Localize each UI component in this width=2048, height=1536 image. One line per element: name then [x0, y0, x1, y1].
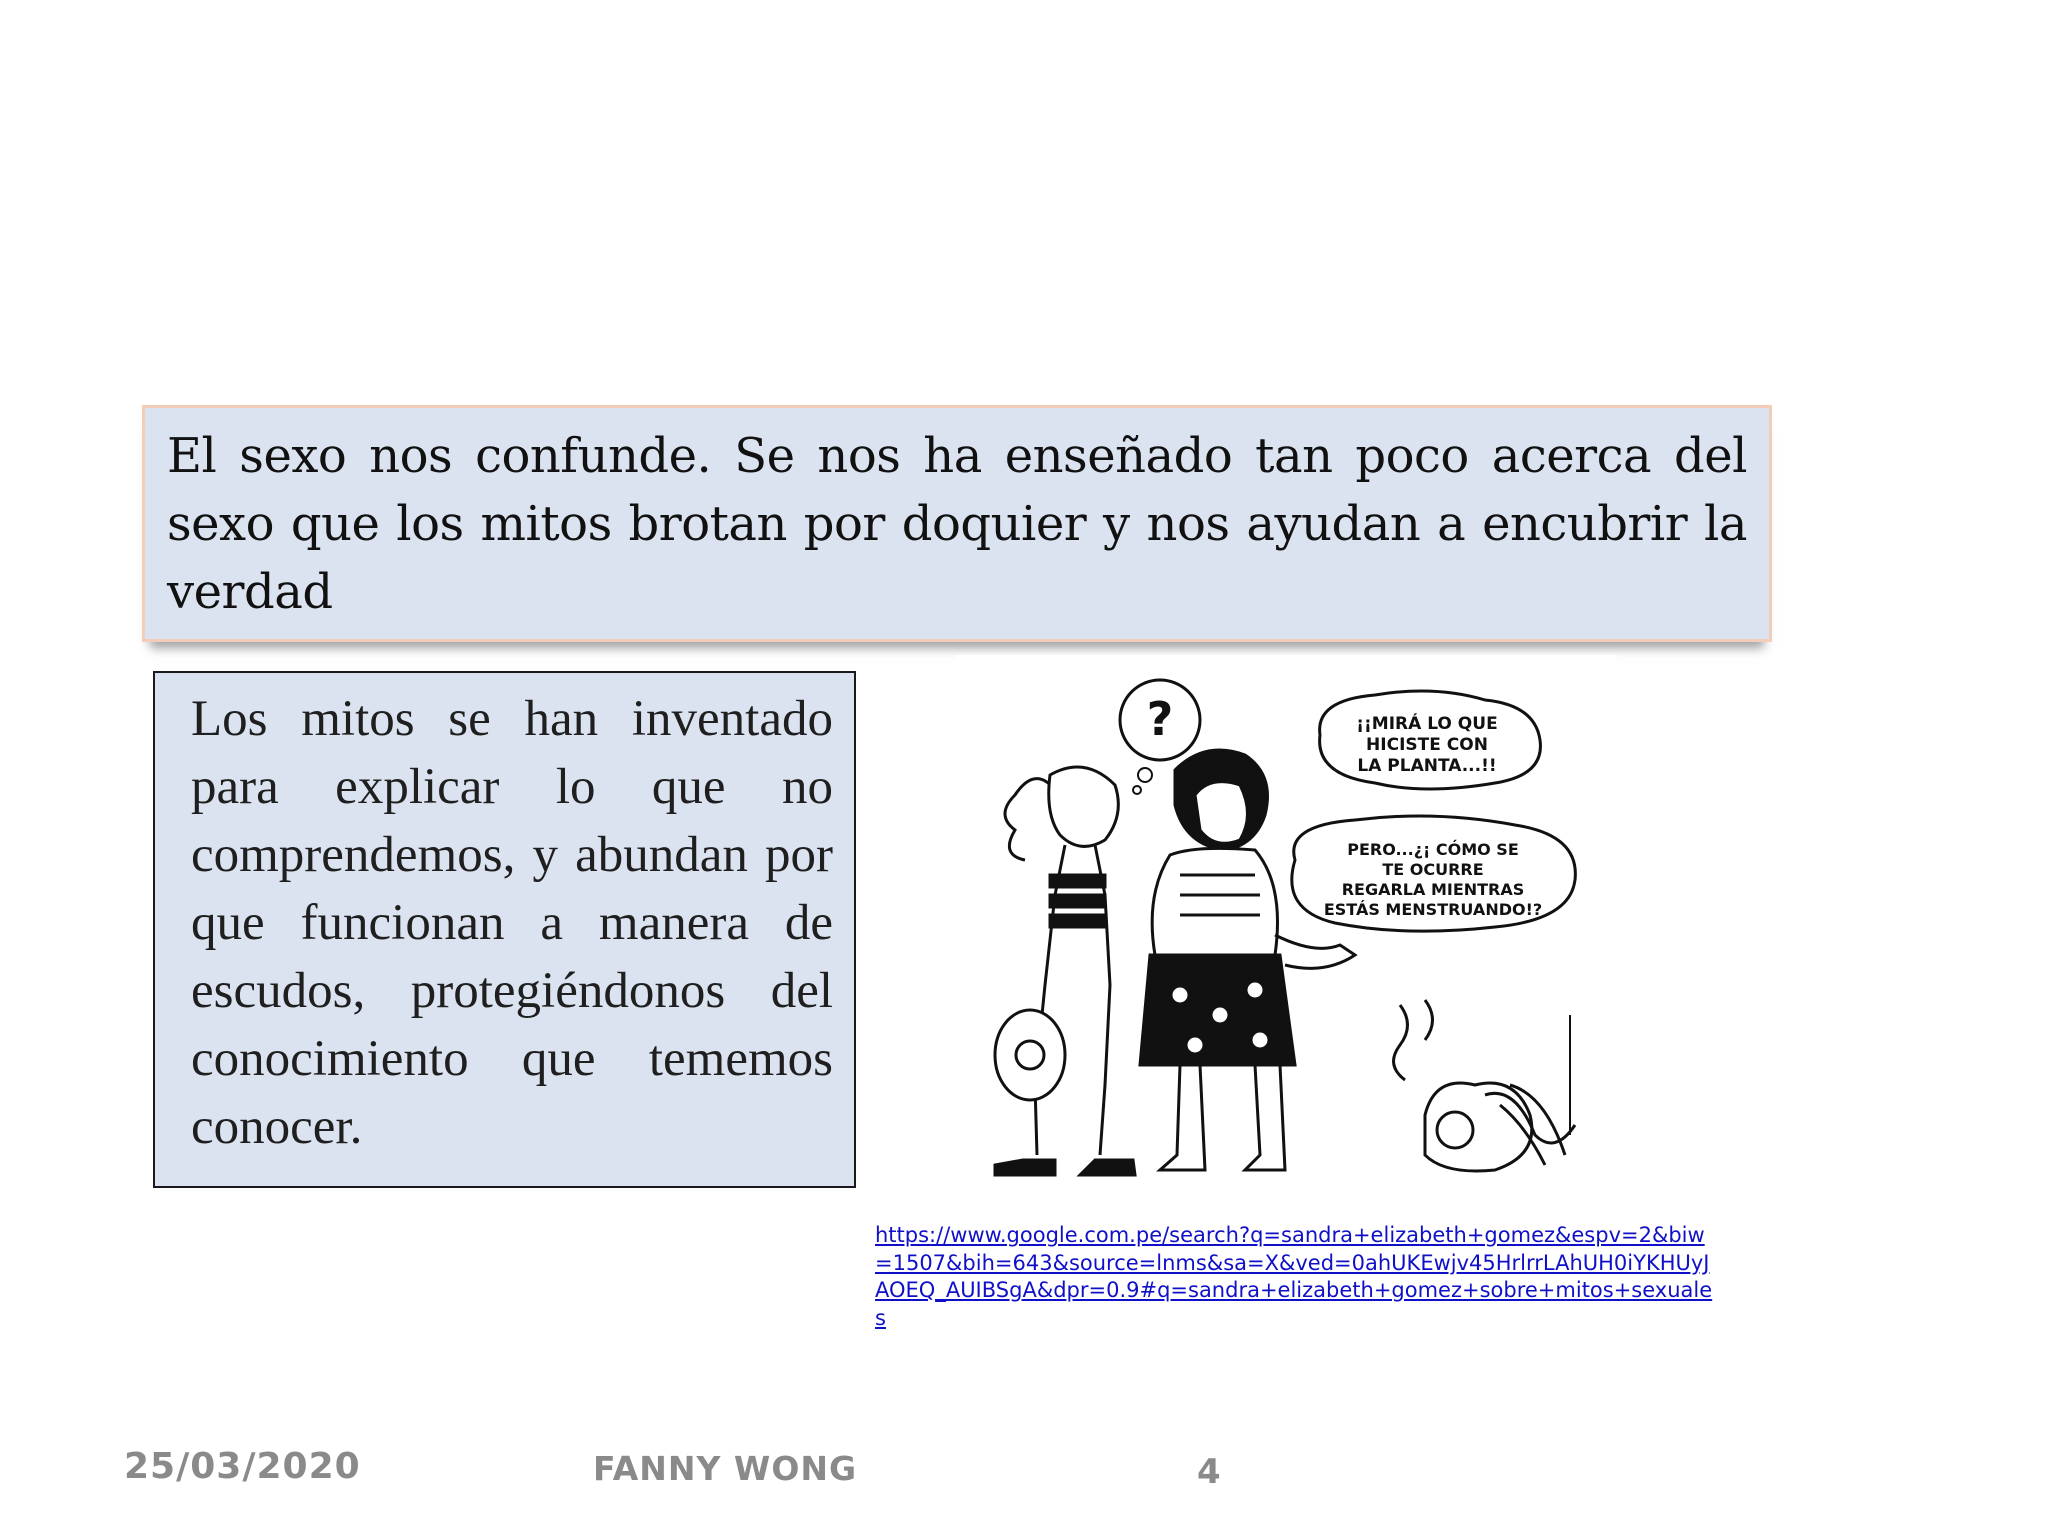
wilted-plant [1394, 1000, 1575, 1171]
footer-author: FANNY WONG [593, 1449, 858, 1488]
bubble-bottom-line-3: REGARLA MIENTRAS [1341, 880, 1525, 899]
bubble-top-line-2: HICISTE CON [1366, 735, 1488, 755]
footer-date: 25/03/2020 [124, 1446, 361, 1487]
source-link[interactable]: https://www.google.com.pe/search?q=sandra+elizabeth+gomez&espv=2&biw=1507&bih=643&source=lnms&sa=X&ved=0ahUKEwjv45HrlrrLAhUH0iYKHUyJAOEQ_AUIBSgA&dpr=0.9#q=sandra+elizabeth+gomez+sobre+mitos+sexuales [875, 1223, 1713, 1330]
headline-text: El sexo nos confunde. Se nos ha enseñado tan poco acerca del sexo que los mitos brotan por doquier y nos ayudan a encubrir la verdad [167, 428, 1747, 620]
cartoon-illustration [955, 655, 1617, 1195]
speech-bubble-bottom [1292, 816, 1576, 931]
bubble-top-line-3: LA PLANTA...!! [1357, 756, 1497, 776]
question-mark: ? [1146, 692, 1174, 746]
bubble-top-line-1: ¡¡MIRÁ LO QUE [1356, 714, 1498, 734]
bubble-bottom-line-1: PERO...¿¡ CÓMO SE [1347, 840, 1519, 859]
bubble-bottom-line-2: TE OCURRE [1382, 860, 1484, 879]
woman-figure [1140, 750, 1355, 1170]
girl-figure [995, 767, 1135, 1175]
bubble-bottom-line-4: ESTÁS MENSTRUANDO!? [1323, 900, 1543, 919]
body-text-box [153, 671, 856, 1188]
speech-bubble-top [1320, 691, 1541, 789]
footer-page-number: 4 [1197, 1452, 1221, 1492]
headline-box [142, 405, 1772, 642]
body-text: Los mitos se han inventado para explicar lo que no comprendemos, y abundan por que funcionan a manera de escudos, protegiéndonos del conocimiento que tememos conocer. [191, 691, 833, 1155]
